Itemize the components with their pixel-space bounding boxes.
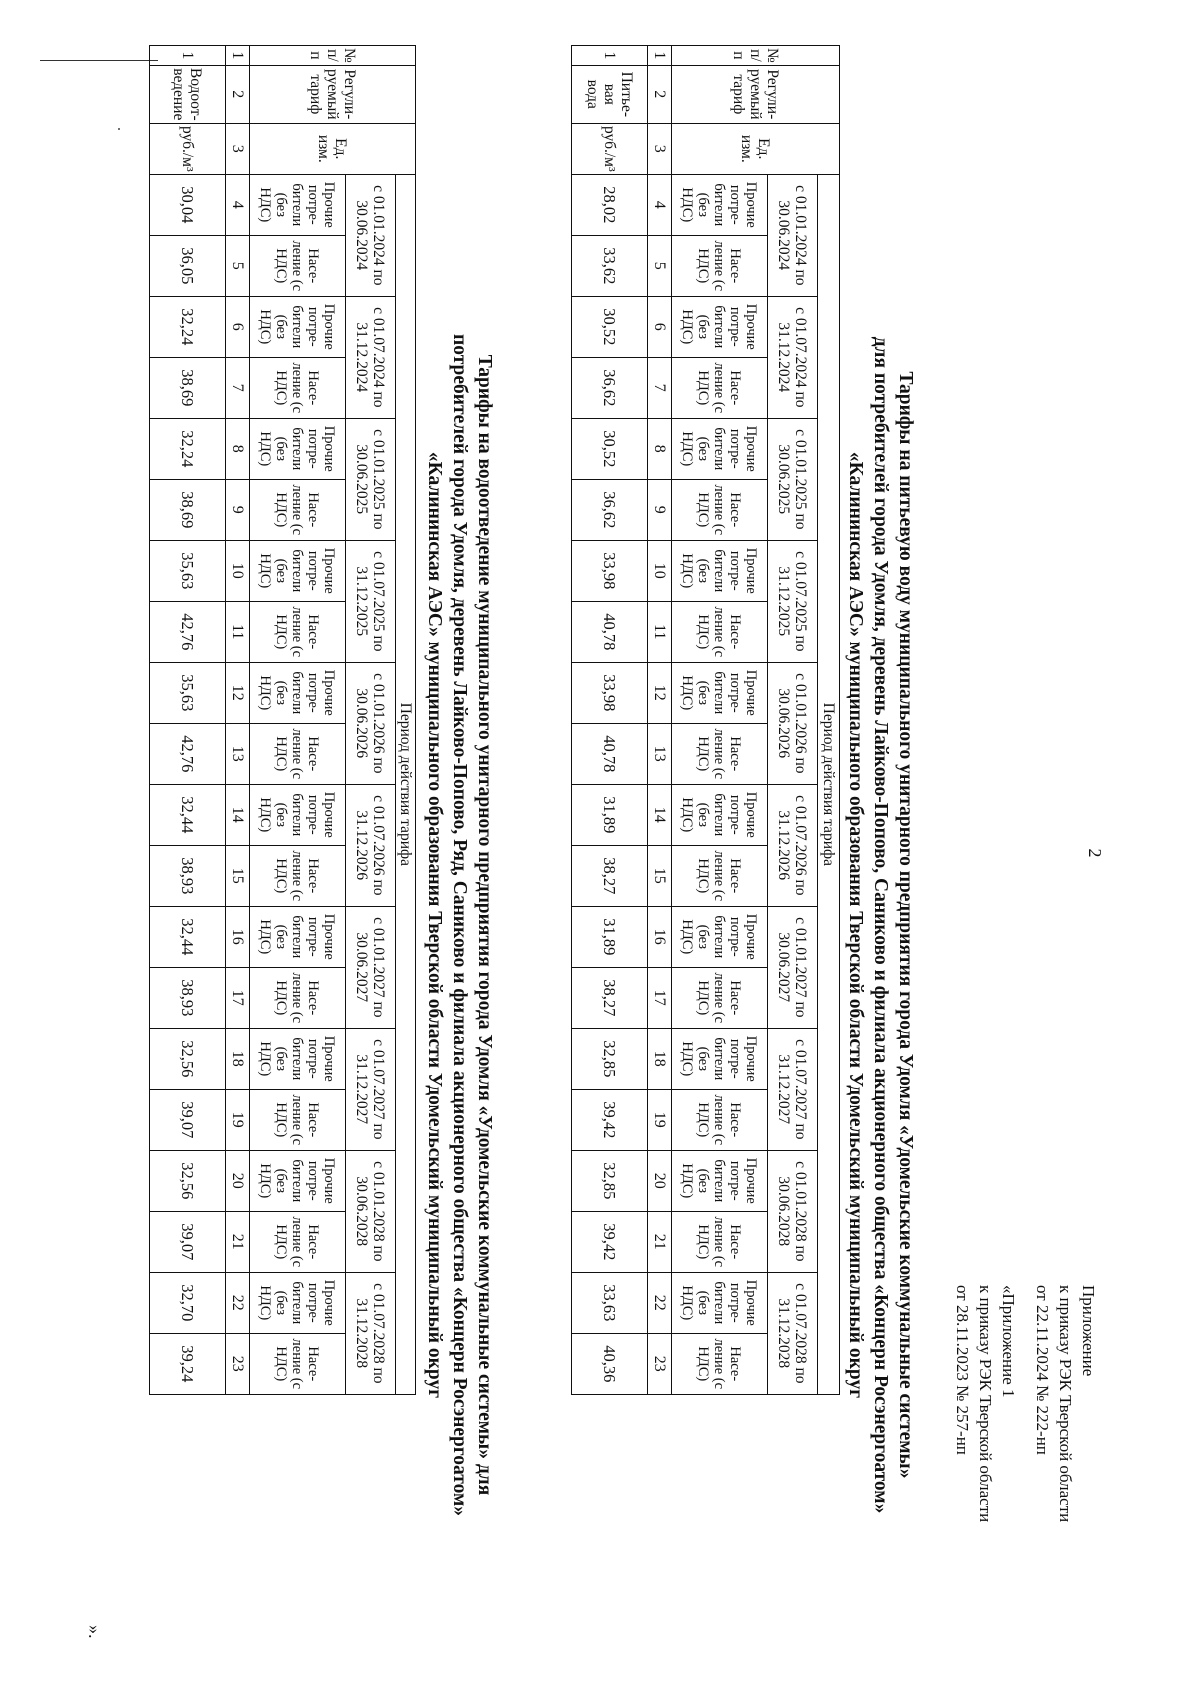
- period-range-header: с 01.07.2025 по 31.12.2025: [768, 540, 818, 662]
- tariff-value-cell: 38,27: [572, 845, 648, 906]
- rotated-page: [20, 0, 1200, 1696]
- sub-header-other-consumers: Прочие потре- бители (без НДС): [250, 418, 346, 479]
- tariff-value-cell: 32,56: [150, 1028, 226, 1089]
- appendix-header-line: Приложение: [1079, 1285, 1098, 1377]
- tariff-value-cell: 30,04: [150, 174, 226, 235]
- sub-header-other-consumers: Прочие потре- бители (без НДС): [672, 540, 768, 601]
- column-number: 4: [648, 174, 672, 235]
- tariff-value-cell: 40,36: [572, 1333, 648, 1394]
- column-number: 12: [648, 662, 672, 723]
- column-number: 14: [226, 784, 250, 845]
- column-number: 1: [648, 46, 672, 66]
- column-number: 17: [226, 967, 250, 1028]
- column-number: 9: [226, 479, 250, 540]
- column-number: 15: [648, 845, 672, 906]
- sub-header-other-consumers: Прочие потре- бители (без НДС): [250, 1150, 346, 1211]
- sub-header-other-consumers: Прочие потре- бители (без НДС): [250, 784, 346, 845]
- column-number: 19: [226, 1089, 250, 1150]
- column-number: 12: [226, 662, 250, 723]
- period-range-header: с 01.07.2027 по 31.12.2027: [768, 1028, 818, 1150]
- tariff-value-cell: 32,85: [572, 1150, 648, 1211]
- tariff-value-cell: 32,24: [150, 296, 226, 357]
- period-range-header: с 01.07.2028 по 31.12.2028: [768, 1272, 818, 1394]
- sub-header-population: Насе- ление (с НДС): [672, 1211, 768, 1272]
- sub-header-other-consumers: Прочие потре- бители (без НДС): [250, 540, 346, 601]
- sub-header-other-consumers: Прочие потре- бители (без НДС): [672, 418, 768, 479]
- tariff-value-cell: 30,52: [572, 296, 648, 357]
- tariff-value-cell: 42,76: [150, 601, 226, 662]
- sub-header-other-consumers: Прочие потре- бители (без НДС): [672, 906, 768, 967]
- sub-header-other-consumers: Прочие потре- бители (без НДС): [672, 296, 768, 357]
- column-number: 6: [648, 296, 672, 357]
- sub-header-other-consumers: Прочие потре- бители (без НДС): [250, 1272, 346, 1333]
- column-number: 17: [648, 967, 672, 1028]
- column-number: 18: [648, 1028, 672, 1089]
- period-range-header: с 01.07.2024 по 31.12.2024: [346, 296, 396, 418]
- period-range-header: с 01.01.2025 по 30.06.2025: [768, 418, 818, 540]
- row-number: 1: [150, 46, 226, 66]
- sub-header-other-consumers: Прочие потре- бители (без НДС): [250, 1028, 346, 1089]
- table2-title-line: «Калининская АЭС» муниципального образования Тверской области Удомельский муниципальный округ: [424, 451, 445, 1399]
- column-number: 14: [648, 784, 672, 845]
- period-range-header: с 01.07.2024 по 31.12.2024: [768, 296, 818, 418]
- appendix-header: [1031, 1285, 1100, 1522]
- tariff-value-cell: 31,89: [572, 906, 648, 967]
- column-number: 3: [226, 123, 250, 174]
- table1-title-line: «Калининская АЭС» муниципального образования Тверской области Удомельский муниципальный округ: [845, 451, 866, 1399]
- column-number: 22: [226, 1272, 250, 1333]
- tariff-value-cell: 36,62: [572, 479, 648, 540]
- period-range-header: с 01.01.2028 по 30.06.2028: [346, 1150, 396, 1272]
- tariff-value-cell: 30,52: [572, 418, 648, 479]
- col-header-unit: Ед. изм.: [250, 123, 416, 174]
- column-number: 3: [648, 123, 672, 174]
- column-number: 11: [648, 601, 672, 662]
- sub-header-population: Насе- ление (с НДС): [250, 479, 346, 540]
- sub-header-population: Насе- ление (с НДС): [672, 601, 768, 662]
- tariff-value-cell: 32,44: [150, 906, 226, 967]
- closing-mark: ».: [85, 1625, 105, 1639]
- tariff-value-cell: 35,63: [150, 540, 226, 601]
- table2-title-line: Тарифы на водоотведение муниципального унитарного предприятия города Удомля «Удомельские коммунальные системы» для: [474, 354, 495, 1496]
- tariff-value-cell: 36,62: [572, 357, 648, 418]
- table1-title: [843, 230, 918, 1620]
- sub-header-other-consumers: Прочие потре- бители (без НДС): [250, 296, 346, 357]
- sub-header-other-consumers: Прочие потре- бители (без НДС): [250, 662, 346, 723]
- sub-header-population: Насе- ление (с НДС): [672, 479, 768, 540]
- sub-header-population: Насе- ление (с НДС): [250, 1333, 346, 1394]
- sub-header-population: Насе- ление (с НДС): [250, 1089, 346, 1150]
- tariff-value-cell: 38,93: [150, 845, 226, 906]
- period-range-header: с 01.01.2027 по 30.06.2027: [346, 906, 396, 1028]
- table1-title-line: для потребителей города Удомля, деревень Лайково-Попово, Саниково и филиала акционерного общества «Концерн Росэнергоатом»: [870, 336, 891, 1514]
- tariff-value-cell: 32,85: [572, 1028, 648, 1089]
- period-header: Период действия тарифа: [396, 174, 416, 1394]
- tariff-value-cell: 32,70: [150, 1272, 226, 1333]
- tariff-value-cell: 28,02: [572, 174, 648, 235]
- column-number: 2: [226, 65, 250, 123]
- column-number: 20: [226, 1150, 250, 1211]
- sub-header-population: Насе- ление (с НДС): [250, 1211, 346, 1272]
- sub-header-population: Насе- ление (с НДС): [250, 723, 346, 784]
- sub-header-other-consumers: Прочие потре- бители (без НДС): [672, 784, 768, 845]
- sub-header-other-consumers: Прочие потре- бители (без НДС): [672, 174, 768, 235]
- appendix-original-line: от 28.11.2023 № 257-нп: [953, 1285, 972, 1455]
- period-range-header: с 01.07.2026 по 31.12.2026: [346, 784, 396, 906]
- sub-header-other-consumers: Прочие потре- бители (без НДС): [672, 1150, 768, 1211]
- col-header-num: № п/п: [250, 46, 416, 66]
- column-number: 21: [648, 1211, 672, 1272]
- tariff-name: Питье- вая вода: [572, 65, 648, 123]
- period-range-header: с 01.01.2025 по 30.06.2025: [346, 418, 396, 540]
- tariff-value-cell: 31,89: [572, 784, 648, 845]
- tariff-value-cell: 38,69: [150, 479, 226, 540]
- tariff-value-cell: 39,24: [150, 1333, 226, 1394]
- column-number: 6: [226, 296, 250, 357]
- tariff-value-cell: 33,98: [572, 540, 648, 601]
- tariff-value-cell: 32,44: [150, 784, 226, 845]
- tariff-value-cell: 32,24: [150, 418, 226, 479]
- col-header-num: № п/п: [672, 46, 840, 66]
- col-header-unit: Ед. изм.: [672, 123, 840, 174]
- column-number: 13: [226, 723, 250, 784]
- column-number: 23: [226, 1333, 250, 1394]
- sub-header-population: Насе- ление (с НДС): [250, 967, 346, 1028]
- column-number: 10: [226, 540, 250, 601]
- sub-header-population: Насе- ление (с НДС): [672, 967, 768, 1028]
- table2-title-line: потребителей города Удомля, деревень Лайково-Попово, Ряд, Саниково и филиала акционерного общества «Концерн Росэнергоатом»: [449, 333, 470, 1517]
- appendix-header-line: от 22.11.2024 № 222-нп: [1033, 1285, 1052, 1455]
- tariff-value-cell: 39,07: [150, 1089, 226, 1150]
- column-number: 10: [648, 540, 672, 601]
- sub-header-population: Насе- ление (с НДС): [250, 357, 346, 418]
- unit: руб./м³: [150, 123, 226, 174]
- column-number: 5: [226, 235, 250, 296]
- appendix-original-line: к приказу РЭК Тверской области: [976, 1285, 995, 1523]
- tariff-value-cell: 33,98: [572, 662, 648, 723]
- column-number: 7: [226, 357, 250, 418]
- tariff-table-wastewater: [149, 45, 416, 1395]
- col-header-tariff: Регули- руемый тариф: [250, 65, 416, 123]
- period-range-header: с 01.01.2027 по 30.06.2027: [768, 906, 818, 1028]
- tariff-value-cell: 33,62: [572, 235, 648, 296]
- tariff-value-cell: 38,69: [150, 357, 226, 418]
- tariff-value-cell: 39,07: [150, 1211, 226, 1272]
- tariff-value-cell: 42,76: [150, 723, 226, 784]
- table1-title-line: Тарифы на питьевую воду муниципального унитарного предприятия города Удомля «Удомельские коммунальные системы»: [895, 371, 916, 1479]
- period-header: Период действия тарифа: [818, 174, 840, 1394]
- column-number: 16: [226, 906, 250, 967]
- sub-header-population: Насе- ление (с НДС): [672, 1333, 768, 1394]
- sub-header-population: Насе- ление (с НДС): [672, 235, 768, 296]
- tariff-value-cell: 39,42: [572, 1089, 648, 1150]
- column-number: 2: [648, 65, 672, 123]
- tariff-value-cell: 36,05: [150, 235, 226, 296]
- sub-header-population: Насе- ление (с НДС): [250, 235, 346, 296]
- appendix-original: [951, 1285, 1020, 1522]
- tariff-value-cell: 38,93: [150, 967, 226, 1028]
- period-range-header: с 01.01.2026 по 30.06.2026: [346, 662, 396, 784]
- sub-header-other-consumers: Прочие потре- бители (без НДС): [250, 906, 346, 967]
- tariff-value-cell: 32,56: [150, 1150, 226, 1211]
- sub-header-population: Насе- ление (с НДС): [672, 1089, 768, 1150]
- sub-header-population: Насе- ление (с НДС): [672, 845, 768, 906]
- column-number: 19: [648, 1089, 672, 1150]
- period-range-header: с 01.01.2024 по 30.06.2024: [346, 174, 396, 296]
- sub-header-other-consumers: Прочие потре- бители (без НДС): [672, 1272, 768, 1333]
- tariff-table-water: [571, 45, 840, 1395]
- appendix-original-line: «Приложение 1: [999, 1285, 1018, 1398]
- sub-header-population: Насе- ление (с НДС): [250, 845, 346, 906]
- tariff-value-cell: 40,78: [572, 601, 648, 662]
- column-number: 5: [648, 235, 672, 296]
- period-range-header: с 01.07.2025 по 31.12.2025: [346, 540, 396, 662]
- column-number: 16: [648, 906, 672, 967]
- column-number: 7: [648, 357, 672, 418]
- column-number: 4: [226, 174, 250, 235]
- tariff-value-cell: 33,63: [572, 1272, 648, 1333]
- period-range-header: с 01.07.2028 по 31.12.2028: [346, 1272, 396, 1394]
- tariff-value-cell: 38,27: [572, 967, 648, 1028]
- period-range-header: с 01.01.2026 по 30.06.2026: [768, 662, 818, 784]
- column-number: 21: [226, 1211, 250, 1272]
- period-range-header: с 01.07.2027 по 31.12.2027: [346, 1028, 396, 1150]
- column-number: 11: [226, 601, 250, 662]
- sub-header-population: Насе- ление (с НДС): [672, 357, 768, 418]
- column-number: 8: [648, 418, 672, 479]
- sub-header-other-consumers: Прочие потре- бители (без НДС): [672, 662, 768, 723]
- unit: руб./м³: [572, 123, 648, 174]
- sub-header-population: Насе- ление (с НДС): [250, 601, 346, 662]
- column-number: 9: [648, 479, 672, 540]
- sub-header-population: Насе- ление (с НДС): [672, 723, 768, 784]
- column-number: 1: [226, 46, 250, 66]
- column-number: 22: [648, 1272, 672, 1333]
- column-number: 8: [226, 418, 250, 479]
- sub-header-other-consumers: Прочие потре- бители (без НДС): [250, 174, 346, 235]
- period-range-header: с 01.07.2026 по 31.12.2026: [768, 784, 818, 906]
- column-number: 13: [648, 723, 672, 784]
- row-number: 1: [572, 46, 648, 66]
- tariff-value-cell: 39,42: [572, 1211, 648, 1272]
- col-header-tariff: Регули- руемый тариф: [672, 65, 840, 123]
- column-number: 15: [226, 845, 250, 906]
- tariff-name: Водоот- ведение: [150, 65, 226, 123]
- tariff-value-cell: 35,63: [150, 662, 226, 723]
- appendix-header-line: к приказу РЭК Тверской области: [1056, 1285, 1075, 1523]
- column-number: 20: [648, 1150, 672, 1211]
- tariff-value-cell: 40,78: [572, 723, 648, 784]
- period-range-header: с 01.01.2024 по 30.06.2024: [768, 174, 818, 296]
- column-number: 18: [226, 1028, 250, 1089]
- table2-title: [422, 230, 497, 1620]
- column-number: 23: [648, 1333, 672, 1394]
- sub-header-other-consumers: Прочие потре- бители (без НДС): [672, 1028, 768, 1089]
- period-range-header: с 01.01.2028 по 30.06.2028: [768, 1150, 818, 1272]
- page-number: 2: [1085, 848, 1105, 858]
